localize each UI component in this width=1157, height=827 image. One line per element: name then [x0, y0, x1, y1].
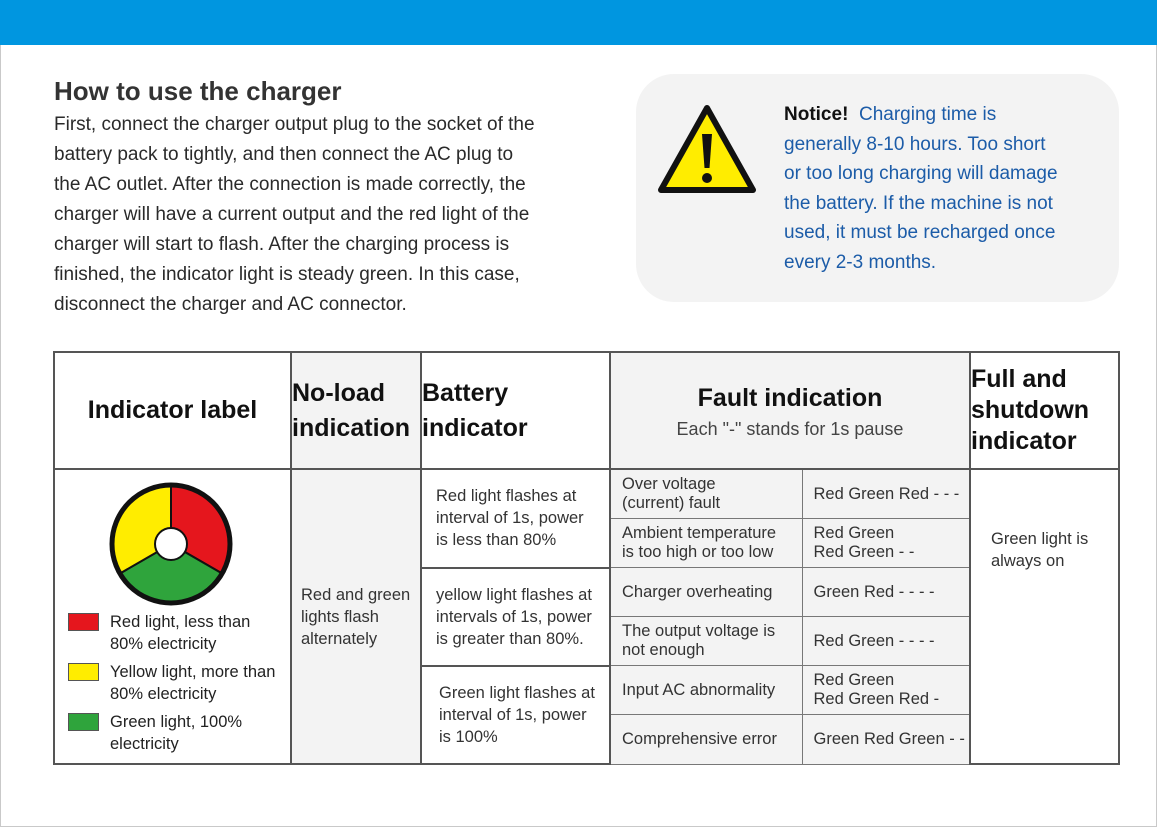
warning-triangle-icon [657, 104, 757, 194]
fault-pattern-over-voltage: Red Green Red - - - [802, 469, 970, 518]
header-no-load: No-load indication [291, 352, 421, 469]
notice-line: the battery. If the machine is not [784, 192, 1053, 214]
instructions-body [54, 110, 614, 320]
fault-pattern-input-ac: Red Green Red Green Red - [802, 666, 970, 715]
fault-pattern-temperature: Red Green Red Green - - [802, 518, 970, 567]
full-shutdown-cell: Green light is always on [970, 469, 1119, 764]
battery-row-green: Green light flashes at interval of 1s, power is 100% [421, 666, 610, 764]
header-full-shutdown: Full and shutdown indicator [970, 352, 1119, 469]
green-swatch-icon [68, 713, 99, 731]
fault-name-comprehensive: Comprehensive error [610, 715, 802, 764]
fault-pattern-overheating: Green Red - - - - [802, 568, 970, 617]
indicator-pie-icon [109, 482, 233, 606]
battery-row-yellow: yellow light flashes at intervals of 1s, power is greater than 80%. [421, 568, 610, 666]
indicator-table [53, 351, 1120, 765]
red-swatch-icon [68, 613, 99, 631]
fault-title: Fault indication [697, 383, 883, 412]
fault-pattern-output-voltage: Red Green - - - - [802, 617, 970, 666]
instructions-line: battery pack to tightly, and then connect the AC plug to [54, 144, 514, 165]
instructions-line: the AC outlet. After the connection is made correctly, the [54, 174, 526, 195]
fault-subtitle: Each "-" stands for 1s pause [676, 418, 904, 439]
fault-name-overheating: Charger overheating [610, 568, 802, 617]
instructions-line: finished, the indicator light is steady green. In this case, [54, 264, 520, 285]
header-fault-indication [610, 352, 970, 469]
header-battery-indicator: Battery indicator [421, 352, 610, 469]
legend-item-red: Red light, less than 80% electricity [68, 611, 250, 655]
notice-label: Notice! [784, 104, 849, 125]
fault-pattern-comprehensive: Green Red Green - - [802, 715, 970, 764]
indicator-legend-cell [54, 469, 291, 764]
legend-item-green: Green light, 100% electricity [68, 711, 242, 755]
instructions-line: First, connect the charger output plug to the socket of the [54, 114, 535, 135]
notice-text [784, 100, 1099, 277]
notice-line: generally 8-10 hours. Too short [784, 133, 1046, 155]
header-indicator-label: Indicator label [54, 352, 291, 469]
notice-line: or too long charging will damage [784, 163, 1058, 184]
instructions-title: How to use the charger [54, 76, 342, 106]
instructions-line: charger will have a current output and the red light of the [54, 204, 530, 225]
fault-name-over-voltage: Over voltage (current) fault [610, 469, 802, 518]
notice-line: every 2-3 months. [784, 251, 937, 273]
fault-name-temperature: Ambient temperature is too high or too low [610, 518, 802, 567]
notice-line: used, it must be recharged once [784, 222, 1056, 243]
notice-line: Charging time is [858, 104, 997, 125]
top-banner [0, 0, 1157, 45]
instructions-line: disconnect the charger and AC connector. [54, 294, 407, 315]
fault-name-output-voltage: The output voltage is not enough [610, 617, 802, 666]
instructions-line: charger will start to flash. After the charging process is [54, 234, 510, 255]
battery-row-red: Red light flashes at interval of 1s, power is less than 80% [421, 469, 610, 567]
legend-item-yellow: Yellow light, more than 80% electricity [68, 661, 275, 705]
yellow-swatch-icon [68, 663, 99, 681]
fault-name-input-ac: Input AC abnormality [610, 666, 802, 715]
no-load-cell: Red and green lights flash alternately [291, 469, 421, 764]
